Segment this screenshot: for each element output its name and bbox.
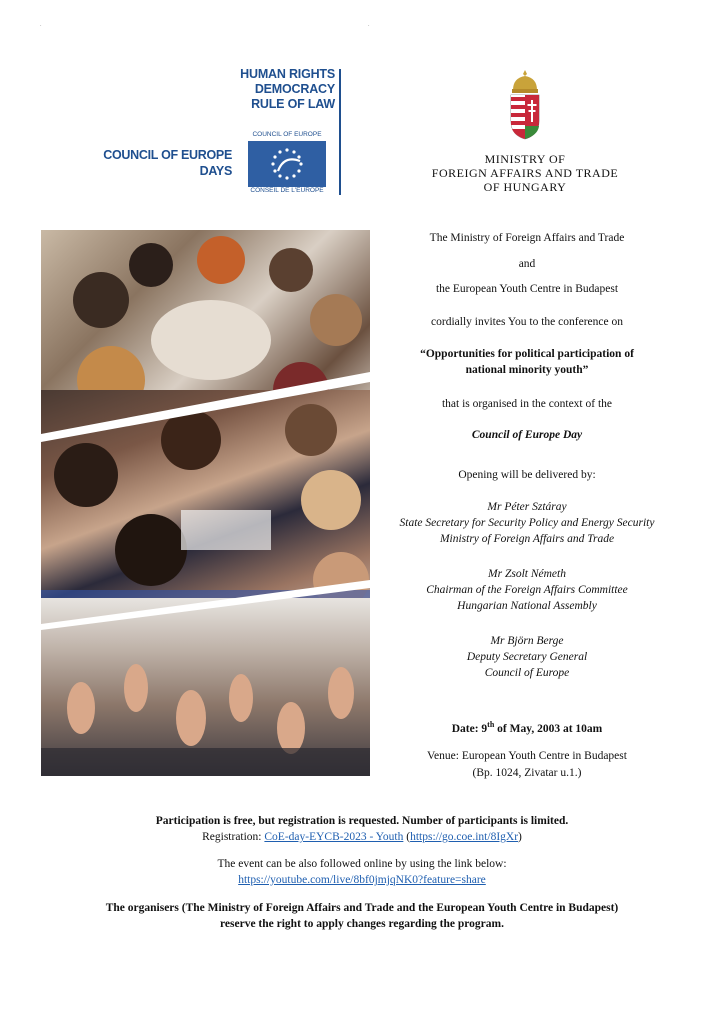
registration-paren-close: ) — [518, 831, 522, 843]
conference-title — [378, 346, 676, 378]
online-text: The event can be also followed online by using the link below: — [217, 858, 507, 870]
speaker-2-role: Chairman of the Foreign Affairs Committee — [426, 584, 628, 596]
speaker-1-org: Ministry of Foreign Affairs and Trade — [439, 533, 615, 545]
speaker-1 — [378, 499, 676, 547]
speaker-1-role: State Secretary for Security Policy and Energy Security — [399, 517, 655, 529]
participation-note: Participation is free, but registration is requested. Number of participants is limited. — [155, 815, 569, 827]
registration-short-link[interactable]: https://go.coe.int/8IgXr — [410, 831, 519, 843]
coe-divider-line — [339, 69, 341, 195]
venue-address: (Bp. 1024, Zivatar u.1.) — [472, 767, 582, 779]
registration-label: Registration: — [202, 831, 265, 843]
disclaimer-line1: The organisers (The Ministry of Foreign Affairs and Trade and the European Youth Centre in Budapest) — [105, 902, 619, 914]
date-rest: of May, 2003 at 10am — [494, 722, 603, 735]
corner-mark-left: . — [40, 22, 42, 28]
date-label: Date: 9 — [451, 722, 488, 735]
coe-slogan-line2: DEMOCRACY — [254, 82, 335, 96]
registration-line — [30, 829, 694, 845]
speaker-3 — [378, 633, 676, 681]
photo-divider-2 — [41, 580, 370, 630]
online-line — [30, 872, 694, 888]
coe-days-line1: COUNCIL OF EUROPE — [103, 148, 232, 162]
speaker-1-name: Mr Péter Sztáray — [487, 501, 567, 513]
venue: Venue: European Youth Centre in Budapest — [427, 750, 627, 762]
speaker-3-name: Mr Björn Berge — [490, 635, 564, 647]
coe-days-label — [95, 147, 232, 179]
opening-label: Opening will be delivered by: — [458, 469, 596, 481]
coe-slogan-line3: RULE OF LAW — [251, 97, 335, 111]
invite-line4: cordially invites You to the conference on — [431, 316, 623, 328]
date-suffix: th — [487, 720, 495, 729]
ministry-line2: FOREIGN AFFAIRS AND TRADE — [431, 166, 619, 180]
speaker-3-org: Council of Europe — [484, 667, 570, 679]
ministry-line1: MINISTRY OF — [484, 152, 566, 166]
corner-mark-right: . — [368, 22, 370, 28]
speaker-2 — [378, 566, 676, 614]
event-date — [378, 717, 676, 737]
coe-days-line2: DAYS — [199, 164, 232, 178]
invite-line1: The Ministry of Foreign Affairs and Trade — [429, 232, 625, 244]
coe-slogan — [210, 67, 335, 112]
coe-flag-icon — [248, 141, 326, 187]
coe-flag-caption-top: COUNCIL OF EUROPE — [252, 131, 322, 138]
invite-line2: and — [518, 258, 536, 270]
context-line: that is organised in the context of the — [441, 398, 612, 410]
registration-link[interactable]: CoE-day-EYCB-2023 - Youth — [264, 831, 404, 843]
speaker-2-org: Hungarian National Assembly — [457, 600, 597, 612]
hungary-crest-icon — [505, 68, 545, 148]
event-name: Council of Europe Day — [471, 429, 583, 441]
registration-paren-open: ( — [403, 831, 411, 843]
speaker-2-name: Mr Zsolt Németh — [488, 568, 566, 580]
conference-title-line2: national minority youth” — [465, 364, 589, 376]
youtube-link[interactable]: https://youtube.com/live/8bf0jmjqNK0?feature=share — [238, 874, 486, 886]
speaker-3-role: Deputy Secretary General — [466, 651, 588, 663]
photo-divider-1 — [41, 372, 370, 442]
ministry-line3: OF HUNGARY — [483, 180, 567, 194]
ministry-name — [420, 152, 630, 194]
coe-slogan-line1: HUMAN RIGHTS — [240, 67, 335, 81]
conference-title-line1: “Opportunities for political participation of — [420, 348, 634, 360]
disclaimer-line2: reserve the right to apply changes regarding the program. — [220, 918, 504, 930]
coe-flag-caption-bottom: CONSEIL DE L'EUROPE — [250, 187, 324, 194]
invite-line3: the European Youth Centre in Budapest — [435, 283, 619, 295]
